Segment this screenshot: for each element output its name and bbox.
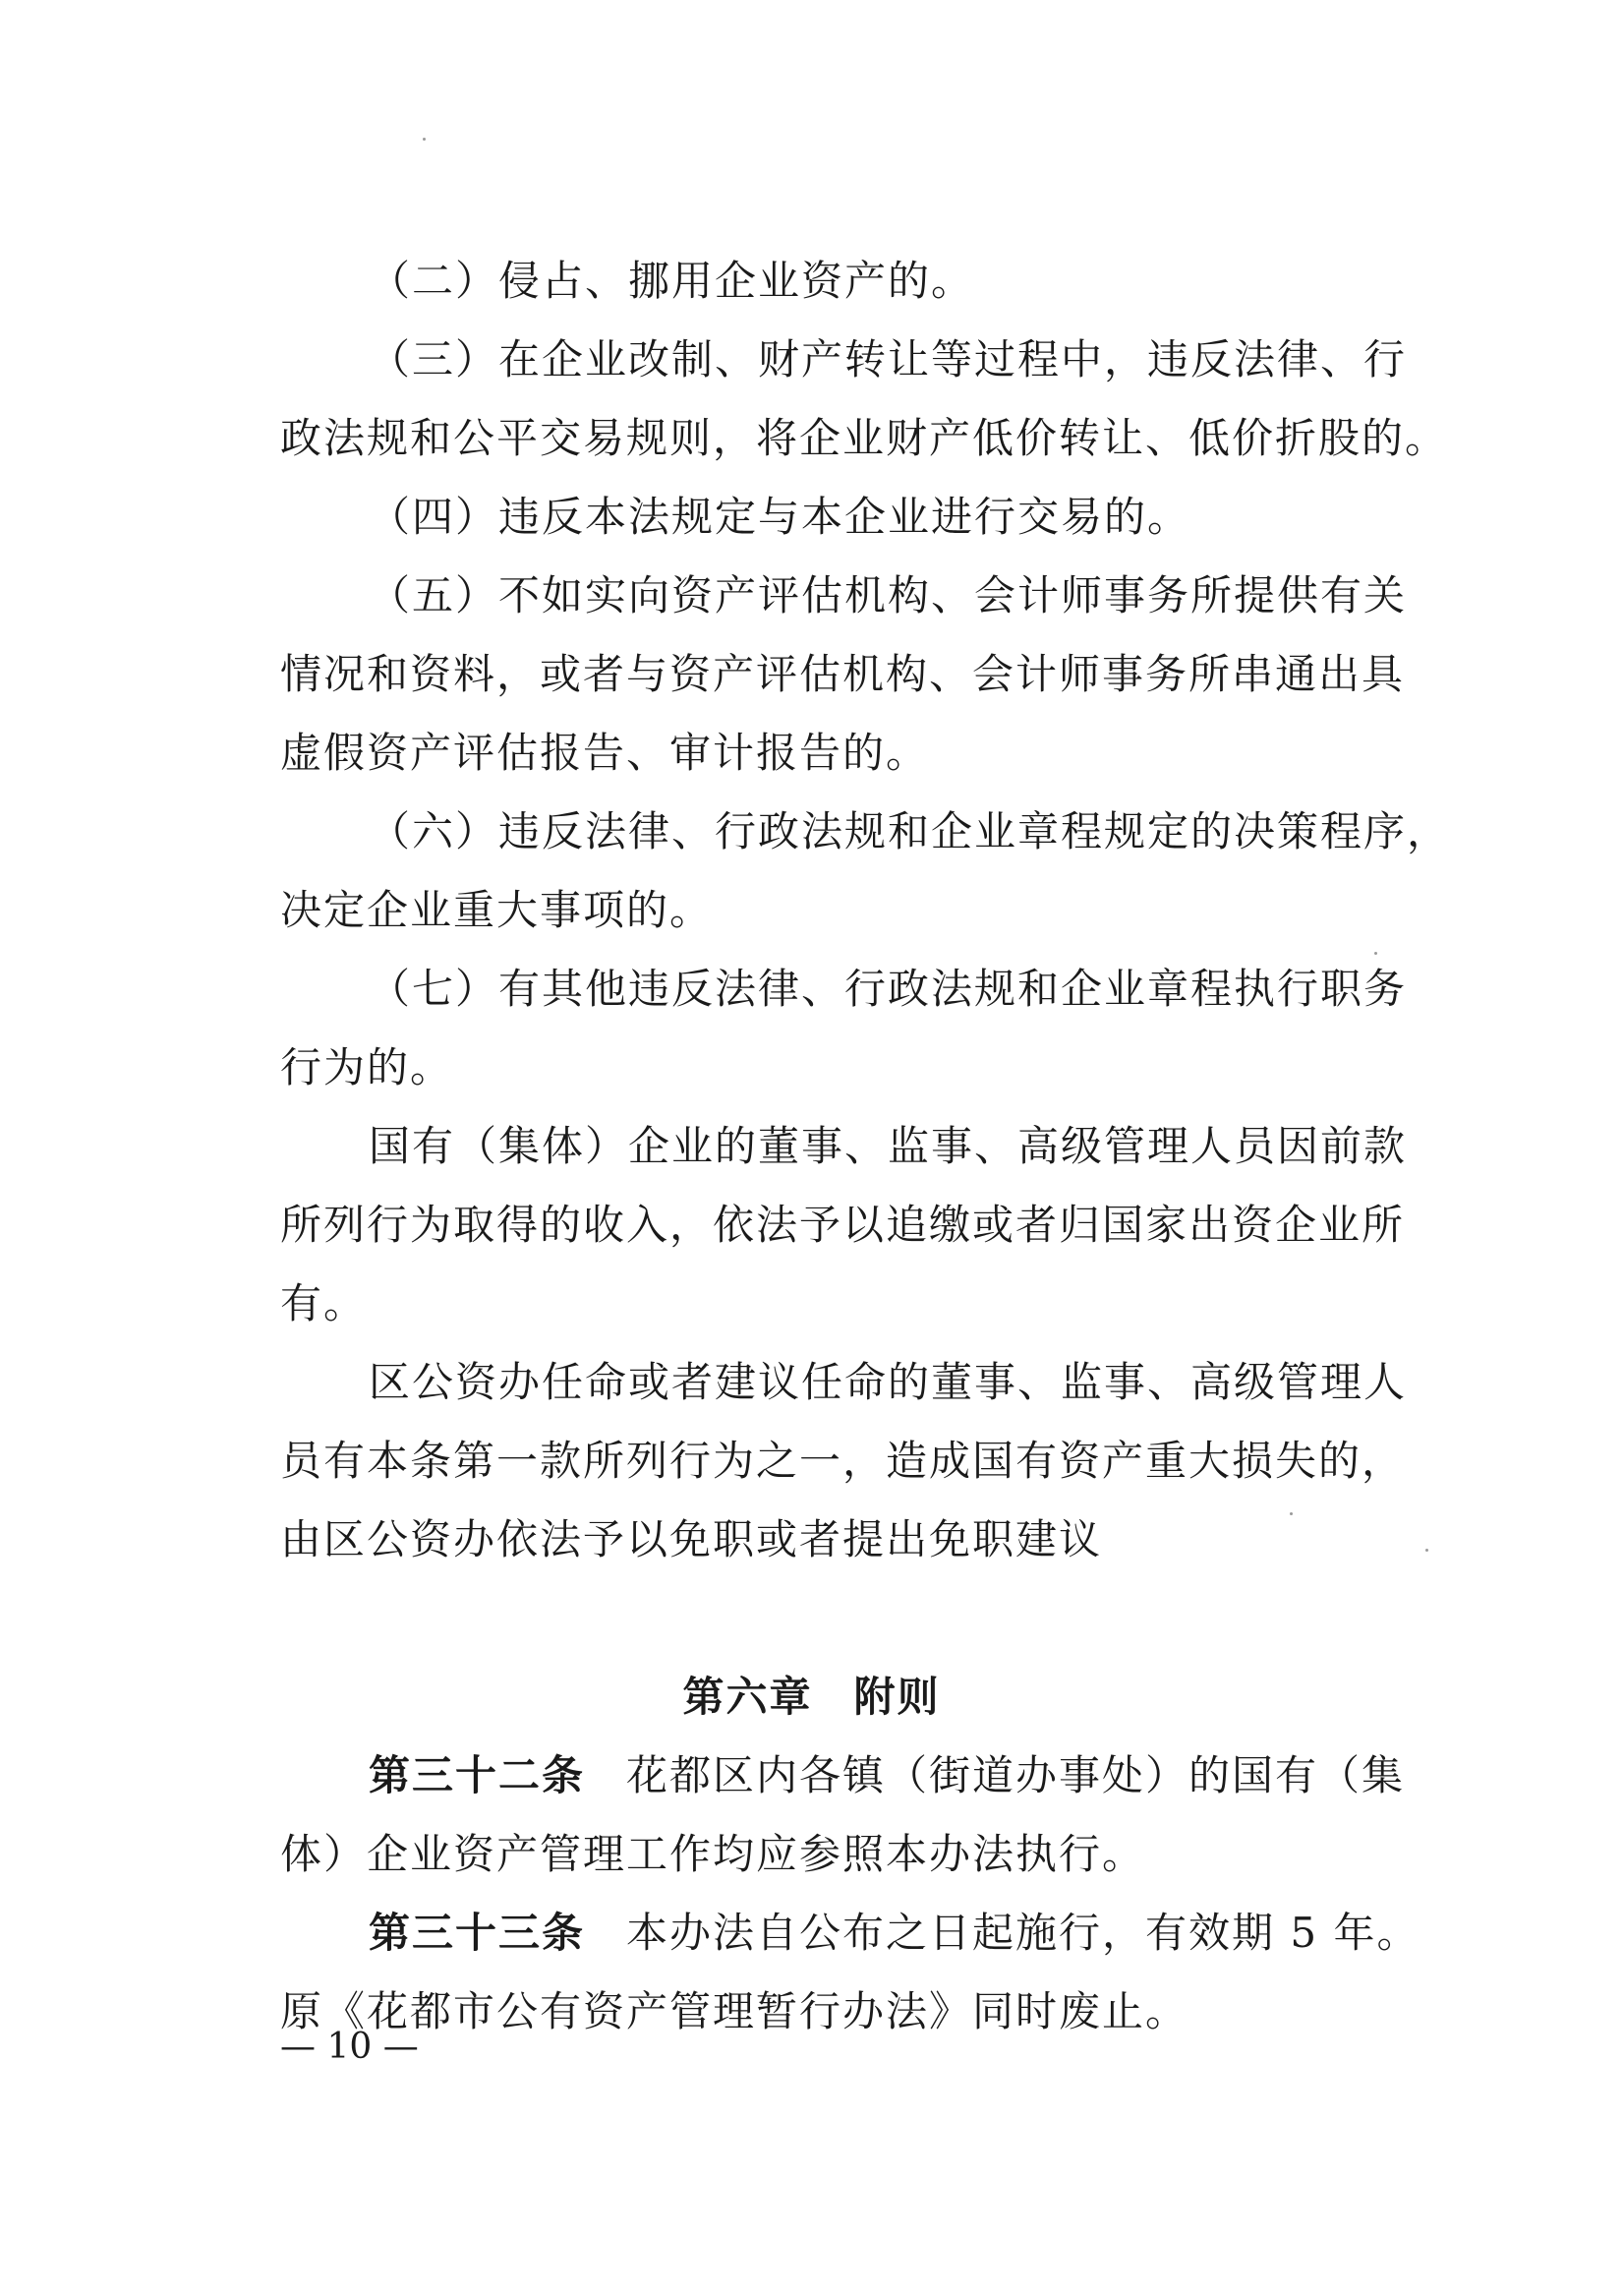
clause-5-line-2: 情况和资料，或者与资产评估机构、会计师事务所串通出具 xyxy=(280,650,1406,698)
article-32-line-1 xyxy=(369,1748,1405,1803)
chapter-title: 附则 xyxy=(853,1673,941,1721)
scan-speck xyxy=(423,138,426,141)
article-33-text-1: 本办法自公布之日起施行，有效期 5 年。 xyxy=(626,1909,1420,1957)
page-number: — 10 — xyxy=(280,2027,419,2067)
scan-speck xyxy=(1290,1512,1293,1515)
paragraph-income-line-2: 所列行为取得的收入，依法予以追缴或者归国家出资企业所 xyxy=(280,1201,1406,1249)
chapter-heading xyxy=(0,1670,1623,1725)
clause-5-line-1: （五）不如实向资产评估机构、会计师事务所提供有关 xyxy=(369,571,1408,619)
clause-6-line-2: 决定企业重大事项的。 xyxy=(280,886,714,934)
clause-5-line-3: 虚假资产评估报告、审计报告的。 xyxy=(280,729,930,777)
article-33-line-2: 原《花都市公有资产管理暂行办法》同时废止。 xyxy=(280,1987,1189,2035)
clause-4-line: （四）违反本法规定与本企业进行交易的。 xyxy=(369,493,1191,541)
paragraph-income-line-3: 有。 xyxy=(280,1279,368,1327)
article-33-line-1 xyxy=(369,1906,1420,1961)
article-32-label: 第三十二条 xyxy=(369,1751,586,1799)
clause-3-line-2: 政法规和公平交易规则，将企业财产低价转让、低价折股的。 xyxy=(280,414,1449,462)
scan-speck xyxy=(1374,952,1377,955)
chapter-number: 第六章 xyxy=(682,1673,813,1721)
article-33-label: 第三十三条 xyxy=(369,1909,586,1957)
paragraph-dismissal-line-2: 员有本条第一款所列行为之一，造成国有资产重大损失的， xyxy=(280,1437,1406,1485)
paragraph-dismissal-line-3: 由区公资办依法予以免职或者提出免职建议 xyxy=(280,1515,1103,1563)
paragraph-income-line-1: 国有（集体）企业的董事、监事、高级管理人员因前款 xyxy=(369,1122,1408,1170)
clause-7-line-1: （七）有其他违反法律、行政法规和企业章程执行职务 xyxy=(369,965,1408,1013)
clause-7-line-2: 行为的。 xyxy=(280,1043,454,1091)
article-32-text-1: 花都区内各镇（街道办事处）的国有（集 xyxy=(626,1751,1406,1799)
clause-3-line-1: （三）在企业改制、财产转让等过程中，违反法律、行 xyxy=(369,335,1408,383)
article-32-line-2: 体）企业资产管理工作均应参照本办法执行。 xyxy=(280,1830,1146,1878)
paragraph-dismissal-line-1: 区公资办任命或者建议任命的董事、监事、高级管理人 xyxy=(369,1358,1408,1406)
scan-speck xyxy=(1425,1549,1428,1552)
clause-6-line-1: （六）违反法律、行政法规和企业章程规定的决策程序， xyxy=(369,807,1451,855)
clause-2-line: （二）侵占、挪用企业资产的。 xyxy=(369,257,975,305)
